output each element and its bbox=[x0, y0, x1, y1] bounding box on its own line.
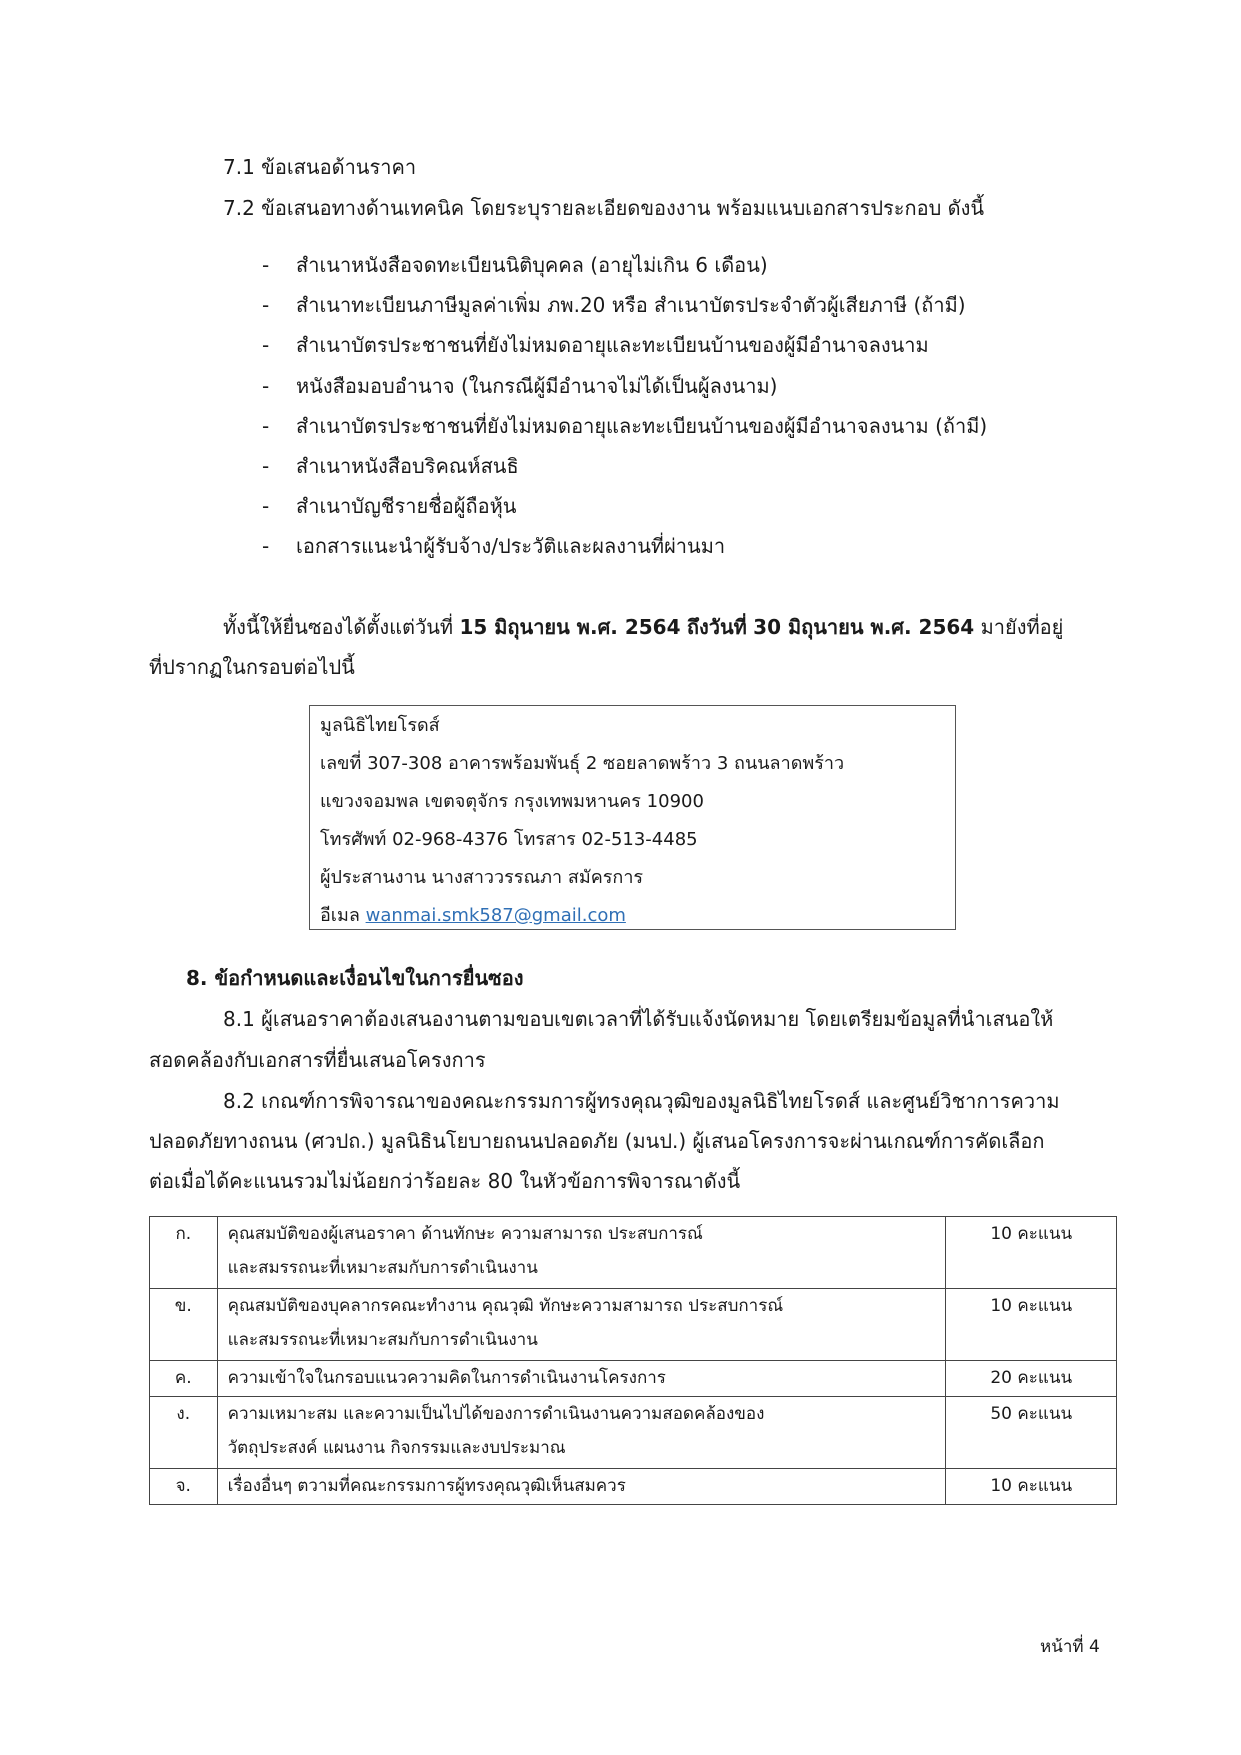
criteria-desc-line-2: และสมรรถนะที่เหมาะสมกับการดำเนินงาน bbox=[227, 1330, 538, 1350]
address-coordinator: ผู้ประสานงาน นางสาววรรณภา สมัครการ bbox=[320, 867, 644, 888]
item-7-1: 7.1 ข้อเสนอด้านราคา bbox=[223, 155, 417, 179]
criteria-key: จ. bbox=[150, 1469, 218, 1505]
section-8-2-line-2: ปลอดภัยทางถนน (ศวปถ.) มูลนิธินโยบายถนนปลอดภัย (มนป.) ผู้เสนอโครงการจะผ่านเกณฑ์การคัดเลือก bbox=[149, 1129, 1045, 1153]
criteria-score: 10 คะแนน bbox=[946, 1289, 1117, 1361]
bullet-mark: - bbox=[262, 374, 270, 398]
submission-line-2: ที่ปรากฏในกรอบต่อไปนี้ bbox=[149, 655, 355, 679]
table-row bbox=[150, 1289, 1117, 1361]
section-8-1-line-2: สอดคล้องกับเอกสารที่ยื่นเสนอโครงการ bbox=[149, 1048, 486, 1072]
criteria-key: ง. bbox=[150, 1397, 218, 1469]
section-8-2-line-1: 8.2 เกณฑ์การพิจารณาของคณะกรรมการผู้ทรงคุณวุฒิของมูลนิธิไทยโรดส์ และศูนย์วิชาการความ bbox=[223, 1089, 1060, 1113]
address-street: เลขที่ 307-308 อาคารพร้อมพันธุ์ 2 ซอยลาดพร้าว 3 ถนนลาดพร้าว bbox=[320, 753, 845, 774]
section-8-2-line-3: ต่อเมื่อได้คะแนนรวมไม่น้อยกว่าร้อยละ 80 ในหัวข้อการพิจารณาดังนี้ bbox=[149, 1169, 741, 1193]
criteria-desc bbox=[217, 1469, 946, 1505]
criteria-desc-line-1: คุณสมบัติของผู้เสนอราคา ด้านทักษะ ความสามารถ ประสบการณ์ bbox=[227, 1224, 703, 1244]
email-label: อีเมล bbox=[320, 905, 360, 926]
list-item-text: สำเนาบัตรประชาชนที่ยังไม่หมดอายุและทะเบียนบ้านของผู้มีอำนาจลงนาม (ถ้ามี) bbox=[296, 414, 988, 438]
criteria-desc bbox=[217, 1289, 946, 1361]
criteria-key: ข. bbox=[150, 1289, 218, 1361]
bullet-mark: - bbox=[262, 534, 270, 558]
list-item-text: เอกสารแนะนำผู้รับจ้าง/ประวัติและผลงานที่ผ่านมา bbox=[296, 534, 726, 558]
submission-start-date: 15 มิถุนายน พ.ศ. 2564 bbox=[459, 615, 681, 639]
criteria-desc-line-2: วัตถุประสงค์ แผนงาน กิจกรรมและงบประมาณ bbox=[227, 1438, 566, 1458]
criteria-desc bbox=[217, 1217, 946, 1289]
list-item-text: สำเนาทะเบียนภาษีมูลค่าเพิ่ม ภพ.20 หรือ สำเนาบัตรประจำตัวผู้เสียภาษี (ถ้ามี) bbox=[296, 293, 966, 317]
bullet-mark: - bbox=[262, 454, 270, 478]
address-phone: โทรศัพท์ 02-968-4376 โทรสาร 02-513-4485 bbox=[320, 829, 698, 850]
criteria-key: ก. bbox=[150, 1217, 218, 1289]
bullet-mark: - bbox=[262, 293, 270, 317]
table-row bbox=[150, 1469, 1117, 1505]
criteria-score: 10 คะแนน bbox=[946, 1217, 1117, 1289]
item-7-2: 7.2 ข้อเสนอทางด้านเทคนิค โดยระบุรายละเอียดของงาน พร้อมแนบเอกสารประกอบ ดังนี้ bbox=[223, 196, 985, 220]
address-org: มูลนิธิไทยโรดส์ bbox=[320, 715, 440, 736]
criteria-desc bbox=[217, 1397, 946, 1469]
section-8-heading: 8. ข้อกำหนดและเงื่อนไขในการยื่นซอง bbox=[186, 966, 524, 990]
criteria-desc-line-1: ความเข้าใจในกรอบแนวความคิดในการดำเนินงานโครงการ bbox=[227, 1368, 666, 1388]
list-item-text: หนังสือมอบอำนาจ (ในกรณีผู้มีอำนาจไม่ได้เป็นผู้ลงนาม) bbox=[296, 374, 778, 398]
criteria-score: 50 คะแนน bbox=[946, 1397, 1117, 1469]
criteria-desc-line-1: เรื่องอื่นๆ ตวามที่คณะกรรมการผู้ทรงคุณวุฒิเห็นสมควร bbox=[227, 1476, 626, 1496]
email-link[interactable]: wanmai.smk587@gmail.com bbox=[365, 905, 626, 926]
criteria-score: 10 คะแนน bbox=[946, 1469, 1117, 1505]
bullet-mark: - bbox=[262, 414, 270, 438]
list-item-text: สำเนาบัญชีรายชื่อผู้ถือหุ้น bbox=[296, 494, 517, 518]
submission-tail: มายังที่อยู่ bbox=[980, 615, 1064, 639]
bullet-mark: - bbox=[262, 494, 270, 518]
table-row bbox=[150, 1361, 1117, 1397]
criteria-desc-line-1: คุณสมบัติของบุคลากรคณะทำงาน คุณวุฒิ ทักษะความสามารถ ประสบการณ์ bbox=[227, 1296, 784, 1316]
list-item-text: สำเนาหนังสือบริคณห์สนธิ bbox=[296, 454, 519, 478]
criteria-desc bbox=[217, 1361, 946, 1397]
criteria-score: 20 คะแนน bbox=[946, 1361, 1117, 1397]
list-item-text: สำเนาหนังสือจดทะเบียนนิติบุคคล (อายุไม่เกิน 6 เดือน) bbox=[296, 253, 768, 277]
table-row bbox=[150, 1217, 1117, 1289]
bullet-mark: - bbox=[262, 253, 270, 277]
list-item-text: สำเนาบัตรประชาชนที่ยังไม่หมดอายุและทะเบียนบ้านของผู้มีอำนาจลงนาม bbox=[296, 333, 929, 357]
criteria-desc-line-1: ความเหมาะสม และความเป็นไปได้ของการดำเนินงานความสอดคล้องของ bbox=[227, 1404, 765, 1424]
section-8-1-line-1: 8.1 ผู้เสนอราคาต้องเสนองานตามขอบเขตเวลาที่ได้รับแจ้งนัดหมาย โดยเตรียมข้อมูลที่นำเสนอให้ bbox=[223, 1007, 1054, 1031]
submission-end-date: 30 มิถุนายน พ.ศ. 2564 bbox=[753, 615, 975, 639]
page-number: หน้าที่ 4 bbox=[1040, 1637, 1100, 1657]
criteria-table bbox=[149, 1216, 1117, 1505]
address-email-row bbox=[320, 902, 626, 930]
submission-line-1 bbox=[223, 612, 1063, 642]
criteria-desc-line-2: และสมรรถนะที่เหมาะสมกับการดำเนินงาน bbox=[227, 1258, 538, 1278]
table-row bbox=[150, 1397, 1117, 1469]
bullet-mark: - bbox=[262, 333, 270, 357]
criteria-key: ค. bbox=[150, 1361, 218, 1397]
address-box bbox=[309, 705, 956, 930]
submission-until: ถึงวันที่ bbox=[686, 615, 747, 639]
address-district: แขวงจอมพล เขตจตุจักร กรุงเทพมหานคร 10900 bbox=[320, 791, 704, 812]
submission-intro: ทั้งนี้ให้ยื่นซองได้ตั้งแต่วันที่ bbox=[223, 615, 454, 639]
